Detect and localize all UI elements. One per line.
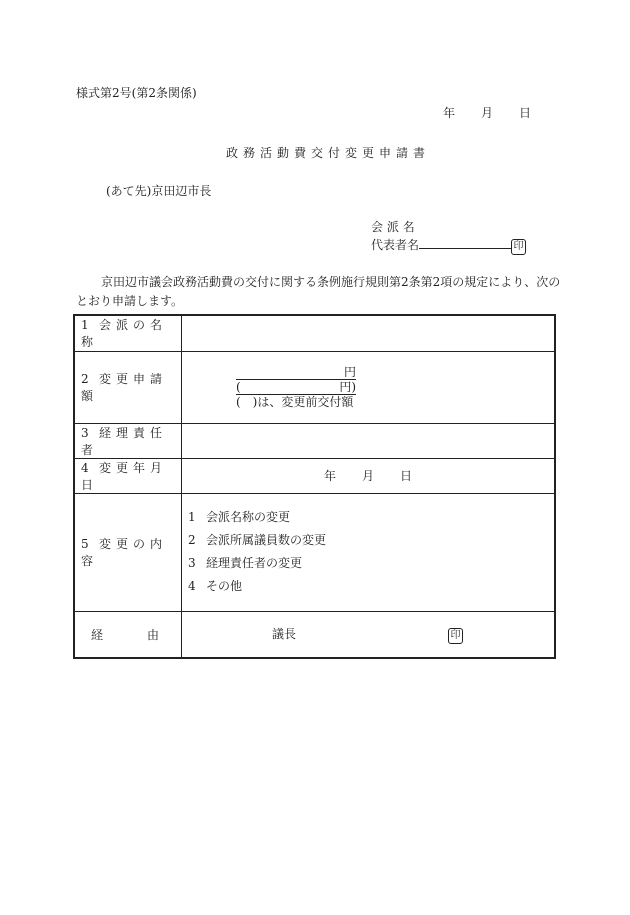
representative-label: 代表者名 bbox=[371, 238, 420, 252]
list-item[interactable]: 4 その他 bbox=[188, 579, 243, 593]
body-text-line1: 京田辺市議会政務活動費の交付に関する条例施行規則第2条第2項の規定により、次の bbox=[101, 275, 561, 289]
accountant-field[interactable] bbox=[182, 423, 556, 458]
representative-signature-line[interactable] bbox=[419, 236, 511, 249]
date-day: 日 bbox=[519, 106, 532, 120]
amount-field[interactable] bbox=[182, 351, 556, 423]
via-field[interactable] bbox=[182, 611, 556, 658]
date-header bbox=[443, 104, 531, 121]
list-item[interactable]: 2 会派所属議員数の変更 bbox=[188, 533, 327, 547]
change-content-field bbox=[182, 493, 556, 611]
seal-icon: 印 bbox=[511, 239, 526, 255]
form-number: 様式第2号(第2条関係) bbox=[76, 86, 197, 100]
label-change-content: 5 変更の内容 bbox=[74, 493, 182, 611]
list-item[interactable]: 1 会派名称の変更 bbox=[188, 510, 291, 524]
page-title: 政務活動費交付変更申請書 bbox=[226, 146, 431, 160]
representative-row bbox=[371, 236, 526, 255]
seal-icon: 印 bbox=[448, 628, 463, 644]
application-table bbox=[73, 314, 556, 659]
change-date-field[interactable]: 年 月 日 bbox=[182, 458, 556, 493]
table-row-change-content bbox=[74, 493, 555, 611]
table-row-faction-name bbox=[74, 315, 555, 351]
label-change-date: 4 変更年月日 bbox=[74, 458, 182, 493]
addressee: (あて先)京田辺市長 bbox=[106, 184, 212, 198]
table-row-change-date bbox=[74, 458, 555, 493]
faction-name-field[interactable] bbox=[182, 315, 556, 351]
body-text-line2: とおり申請します。 bbox=[76, 294, 184, 308]
date-month: 月 bbox=[481, 106, 494, 120]
amount-note: ( )は、変更前交付額 bbox=[236, 395, 354, 409]
date-year: 年 bbox=[443, 106, 456, 120]
table-row-via bbox=[74, 611, 555, 658]
label-via: 経 由 bbox=[74, 611, 182, 658]
chair-label: 議長 bbox=[272, 626, 297, 641]
list-item[interactable]: 3 経理責任者の変更 bbox=[188, 556, 303, 570]
new-amount-line: 円 bbox=[236, 365, 356, 380]
table-row-accountant bbox=[74, 423, 555, 458]
label-faction-name: 1 会派の名称 bbox=[74, 315, 182, 351]
label-accountant: 3 経理責任者 bbox=[74, 423, 182, 458]
table-row-amount bbox=[74, 351, 555, 423]
previous-amount-line: ( 円) bbox=[236, 380, 356, 394]
label-amount: 2 変更申請額 bbox=[74, 351, 182, 423]
faction-name-label: 会 派 名 bbox=[371, 220, 415, 234]
